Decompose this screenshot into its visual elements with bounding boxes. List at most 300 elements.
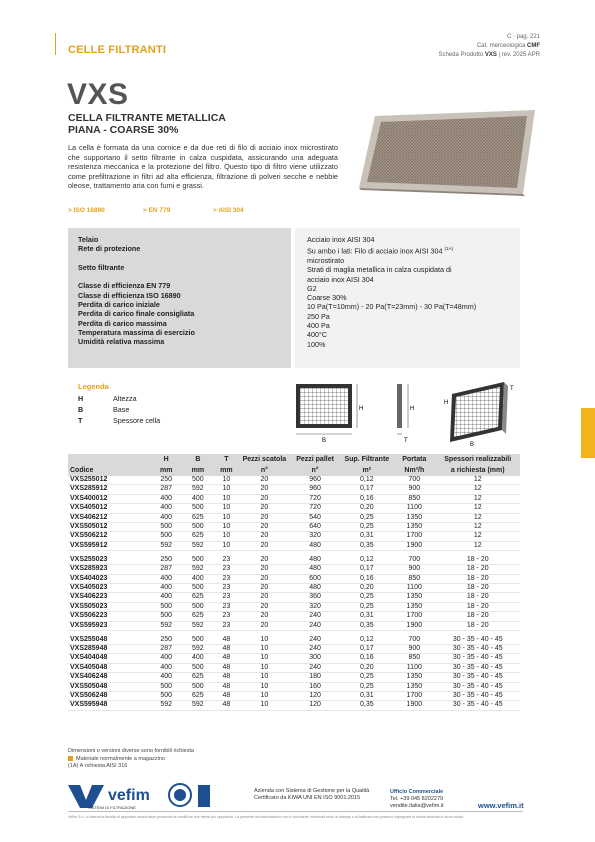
table-cell: 10 xyxy=(239,654,290,663)
table-cell: 700 xyxy=(393,556,435,565)
note-1: Dimensioni o versioni diverse sono fornibili richiesta xyxy=(68,748,194,754)
section-tab-marker xyxy=(581,408,595,458)
table-cell: 500 xyxy=(182,504,214,513)
product-subtitle xyxy=(68,112,226,136)
table-cell: 0,25 xyxy=(340,673,393,682)
table-cell: 10 xyxy=(239,644,290,653)
table-cell: 20 xyxy=(239,504,290,513)
product-code-cell: VXS285923 xyxy=(68,565,150,574)
product-code-cell: VXS255048 xyxy=(68,636,150,645)
table-cell: 720 xyxy=(290,494,341,503)
table-cell: 400 xyxy=(182,574,214,583)
table-cell: 592 xyxy=(182,621,214,630)
table-cell: 1700 xyxy=(393,691,435,700)
table-cell: 400 xyxy=(150,574,182,583)
table-cell: 18 - 20 xyxy=(435,556,520,565)
table-cell: 20 xyxy=(239,574,290,583)
note-2: Materiale normalmente a magazzino xyxy=(68,756,194,764)
table-cell: 48 xyxy=(214,636,239,645)
diagram-label-b: B xyxy=(322,438,327,444)
spec-label-pc-iniziale: Perdita di carico iniziale xyxy=(78,300,160,310)
table-cell: 0,35 xyxy=(340,621,393,630)
table-cell: 592 xyxy=(182,644,214,653)
table-cell: 500 xyxy=(150,532,182,541)
table-cell: 20 xyxy=(239,565,290,574)
header-meta xyxy=(438,33,540,60)
product-code-cell: VXS255023 xyxy=(68,556,150,565)
table-cell: 20 xyxy=(239,556,290,565)
table-cell: 23 xyxy=(214,593,239,602)
table-cell: 12 xyxy=(435,541,520,550)
table-cell: 625 xyxy=(182,593,214,602)
table-cell: 625 xyxy=(182,673,214,682)
table-cell: 48 xyxy=(214,663,239,672)
product-code-cell: VXS505012 xyxy=(68,523,150,532)
table-cell: 1100 xyxy=(393,583,435,592)
spec-value-eff-iso: Coarse 30% xyxy=(307,293,347,303)
table-row xyxy=(68,701,520,710)
table-cell: 250 xyxy=(150,476,182,485)
table-row xyxy=(68,663,520,672)
disclaimer: Vefim S.r.l. si riserva la facoltà di apportare senza alcun preavviso le modifiche che riterrà più opportune. La presente documentazione non è vincolante; eventuali errori di stampa o di battitura non possono impegnare la nostra azienda in alcun modo. xyxy=(68,815,464,819)
table-cell: 625 xyxy=(182,612,214,621)
table-cell: 120 xyxy=(290,691,341,700)
table-cell: 625 xyxy=(182,513,214,522)
table-cell: 20 xyxy=(239,476,290,485)
product-code-cell: VXS400012 xyxy=(68,494,150,503)
quality-statement: Azienda con Sistema di Gestione per la Qualità Certificato da KIWA UNI EN ISO 9001:2015 xyxy=(254,788,370,801)
table-cell: 287 xyxy=(150,644,182,653)
table-cell: 1700 xyxy=(393,612,435,621)
table-cell: 400 xyxy=(182,654,214,663)
table-cell: 10 xyxy=(239,701,290,710)
product-code-cell: VXS506212 xyxy=(68,532,150,541)
table-cell: 0,17 xyxy=(340,644,393,653)
table-row xyxy=(68,494,520,503)
product-code-cell: VXS255012 xyxy=(68,476,150,485)
table-cell: 625 xyxy=(182,532,214,541)
table-cell: 18 - 20 xyxy=(435,621,520,630)
spec-value-eff-en: G2 xyxy=(307,283,317,293)
table-row xyxy=(68,532,520,541)
table-cell: 500 xyxy=(182,682,214,691)
table-row xyxy=(68,513,520,522)
table-cell: 20 xyxy=(239,602,290,611)
table-cell: 700 xyxy=(393,476,435,485)
spec-label-pc-finale: Perdita di carico finale consigliata xyxy=(78,309,195,319)
table-cell: 0,25 xyxy=(340,593,393,602)
table-cell: 20 xyxy=(239,593,290,602)
spec-label-setto: Setto filtrante xyxy=(78,262,125,272)
table-cell: 180 xyxy=(290,673,341,682)
footer-logos xyxy=(68,780,248,815)
legend-title: Legenda xyxy=(78,382,109,391)
table-row xyxy=(68,556,520,565)
table-cell: 10 xyxy=(239,682,290,691)
table-row xyxy=(68,504,520,513)
table-row xyxy=(68,673,520,682)
diagram-label-b-iso: B xyxy=(470,442,475,446)
stock-marker-icon xyxy=(68,756,73,761)
table-row xyxy=(68,654,520,663)
table-cell: 48 xyxy=(214,682,239,691)
table-cell: 592 xyxy=(182,701,214,710)
table-cell: 0,16 xyxy=(340,574,393,583)
table-cell: 400 xyxy=(150,513,182,522)
vefim-logo xyxy=(68,780,248,810)
table-cell: 0,25 xyxy=(340,602,393,611)
table-cell: 400 xyxy=(150,504,182,513)
product-code-cell: VXS595912 xyxy=(68,541,150,550)
product-code-cell: VXS505023 xyxy=(68,602,150,611)
table-cell: 0,16 xyxy=(340,654,393,663)
table-cell: 480 xyxy=(290,556,341,565)
table-cell: 500 xyxy=(182,583,214,592)
table-cell: 400 xyxy=(150,663,182,672)
table-cell: 30 - 35 - 40 - 45 xyxy=(435,701,520,710)
table-cell: 300 xyxy=(290,654,341,663)
table-cell: 287 xyxy=(150,565,182,574)
table-cell: 20 xyxy=(239,485,290,494)
table-cell: 400 xyxy=(150,583,182,592)
table-cell: 0,17 xyxy=(340,565,393,574)
table-row xyxy=(68,636,520,645)
table-cell: 20 xyxy=(239,523,290,532)
table-cell: 0,25 xyxy=(340,513,393,522)
table-cell: 500 xyxy=(182,602,214,611)
table-cell: 48 xyxy=(214,691,239,700)
table-cell: 18 - 20 xyxy=(435,565,520,574)
table-cell: 592 xyxy=(182,541,214,550)
table-header-bottom: Codice mm mm mm n° n° m² Nm³/h a richiesta (mm) xyxy=(68,465,520,476)
table-cell: 480 xyxy=(290,541,341,550)
legend-item: T Spessore cella xyxy=(78,416,161,425)
table-cell: 500 xyxy=(182,636,214,645)
table-cell: 700 xyxy=(393,636,435,645)
table-cell: 23 xyxy=(214,565,239,574)
table-cell: 18 - 20 xyxy=(435,574,520,583)
svg-text:vefim: vefim xyxy=(108,787,150,804)
table-cell: 10 xyxy=(214,513,239,522)
table-cell: 30 - 35 - 40 - 45 xyxy=(435,682,520,691)
table-cell: 1900 xyxy=(393,701,435,710)
iso-badge-icon xyxy=(198,785,210,807)
table-row xyxy=(68,644,520,653)
table-cell: 600 xyxy=(290,574,341,583)
table-cell: 500 xyxy=(150,691,182,700)
spec-value-pc-iniziale: 10 Pa(T=10mm) - 20 Pa(T=23mm) - 30 Pa(T=48mm) xyxy=(307,302,477,312)
table-cell: 592 xyxy=(182,485,214,494)
table-cell: 240 xyxy=(290,644,341,653)
table-cell: 960 xyxy=(290,476,341,485)
table-cell: 500 xyxy=(150,612,182,621)
product-description: La cella è formata da una cornice e da due reti di filo di acciaio inox microstirato che supportano il setto filtrante in calza cuspidata, assicurando una adeguata resistenza meccanica e la protezione del filtro. Questo tipo di filtro viene utilizzato come prefiltrazione in filtri ad alta efficienza, filtrazione di polveri secche e nebbie oleose, trattamento aria con fumi e grassi. xyxy=(68,143,338,191)
product-table xyxy=(68,454,520,711)
table-row xyxy=(68,565,520,574)
table-cell: 10 xyxy=(214,494,239,503)
table-cell: 48 xyxy=(214,673,239,682)
table-cell: 18 - 20 xyxy=(435,583,520,592)
diagram-label-h: H xyxy=(359,406,364,412)
table-cell: 10 xyxy=(214,541,239,550)
table-cell: 20 xyxy=(239,532,290,541)
norm-en: > EN 779 xyxy=(143,207,171,214)
product-code-cell: VXS505048 xyxy=(68,682,150,691)
table-cell: 900 xyxy=(393,485,435,494)
table-cell: 400 xyxy=(150,494,182,503)
table-cell: 592 xyxy=(150,701,182,710)
table-cell: 900 xyxy=(393,565,435,574)
table-cell: 12 xyxy=(435,485,520,494)
spec-value-pc-massima: 400 Pa xyxy=(307,321,330,331)
table-cell: 900 xyxy=(393,644,435,653)
table-cell: 0,12 xyxy=(340,556,393,565)
table-cell: 500 xyxy=(150,523,182,532)
email-link[interactable]: vendite.italia@vefim.it xyxy=(390,803,444,809)
table-cell: 12 xyxy=(435,476,520,485)
table-cell: 0,17 xyxy=(340,485,393,494)
table-header-top: H B T Pezzi scatola Pezzi pallet Sup. Filtrante Portata Spessori realizzabili xyxy=(68,454,520,465)
table-cell: 400 xyxy=(182,494,214,503)
spec-value-rete: Su ambo i lati: Filo di acciaio inox AISI 304 $^{(1A)}$ xyxy=(307,246,453,256)
table-cell: 23 xyxy=(214,602,239,611)
spec-values xyxy=(307,235,517,349)
table-cell: 10 xyxy=(214,476,239,485)
subtitle-line-2: PIANA - COARSE 30% xyxy=(68,124,179,136)
spec-label-temperatura: Temperatura massima di esercizio xyxy=(78,327,195,337)
table-cell: 30 - 35 - 40 - 45 xyxy=(435,663,520,672)
table-cell: 160 xyxy=(290,682,341,691)
table-cell: 592 xyxy=(150,541,182,550)
table-cell: 10 xyxy=(214,532,239,541)
notes xyxy=(68,748,194,771)
product-code-cell: VXS506248 xyxy=(68,691,150,700)
table-row xyxy=(68,485,520,494)
table-cell: 850 xyxy=(393,494,435,503)
table-cell: 0,20 xyxy=(340,663,393,672)
table-cell: 960 xyxy=(290,485,341,494)
table-cell: 30 - 35 - 40 - 45 xyxy=(435,691,520,700)
subtitle-line-1: CELLA FILTRANTE METALLICA xyxy=(68,112,226,124)
table-row xyxy=(68,574,520,583)
product-code: VXS xyxy=(67,78,129,111)
table-cell: 1350 xyxy=(393,602,435,611)
table-cell: 640 xyxy=(290,523,341,532)
product-code-cell: VXS406212 xyxy=(68,513,150,522)
diagram-label-t-iso: T xyxy=(510,386,514,392)
spec-label-umidita: Umidità relativa massima xyxy=(78,337,165,347)
spec-value-telaio: Acciaio inox AISI 304 xyxy=(307,235,375,244)
table-cell: 0,31 xyxy=(340,612,393,621)
table-cell: 10 xyxy=(239,663,290,672)
spec-value-rete-2: microstirato xyxy=(307,255,345,265)
dimension-diagram xyxy=(292,380,524,446)
table-row xyxy=(68,691,520,700)
table-cell: 540 xyxy=(290,513,341,522)
table-cell: 1350 xyxy=(393,523,435,532)
table-row xyxy=(68,612,520,621)
table-cell: 23 xyxy=(214,583,239,592)
table-cell: 0,12 xyxy=(340,636,393,645)
table-cell: 500 xyxy=(182,556,214,565)
table-cell: 0,35 xyxy=(340,701,393,710)
table-cell: 20 xyxy=(239,541,290,550)
table-cell: 480 xyxy=(290,565,341,574)
table-body xyxy=(68,476,520,710)
table-cell: 20 xyxy=(239,494,290,503)
table-cell: 1100 xyxy=(393,504,435,513)
table-cell: 240 xyxy=(290,612,341,621)
spec-labels xyxy=(78,235,195,347)
table-cell: 30 - 35 - 40 - 45 xyxy=(435,644,520,653)
sales-contact: Ufficio Commerciale Tel. +39 045 8202279 vendite.italia@vefim.it xyxy=(390,789,444,809)
table-row xyxy=(68,583,520,592)
table-cell: 30 - 35 - 40 - 45 xyxy=(435,673,520,682)
table-cell: 10 xyxy=(214,504,239,513)
table-cell: 500 xyxy=(182,476,214,485)
product-code-cell: VXS506223 xyxy=(68,612,150,621)
table-cell: 400 xyxy=(150,593,182,602)
legend-item: H Altezza xyxy=(78,394,137,403)
table-cell: 720 xyxy=(290,504,341,513)
diagram-label-t: T xyxy=(404,438,408,444)
table-cell: 250 xyxy=(150,636,182,645)
norm-iso: > ISO 16890 xyxy=(68,207,105,214)
table-cell: 48 xyxy=(214,701,239,710)
product-code-cell: VXS404048 xyxy=(68,654,150,663)
diagram-label-h-side: H xyxy=(410,406,415,412)
table-cell: 240 xyxy=(290,621,341,630)
spec-label-pc-massima: Perdita di carico massima xyxy=(78,318,167,328)
table-cell: 500 xyxy=(150,682,182,691)
table-cell: 850 xyxy=(393,574,435,583)
table-cell: 500 xyxy=(182,663,214,672)
table-cell: 23 xyxy=(214,556,239,565)
note-3: (1A) A richiesta AISI 316 xyxy=(68,763,128,769)
table-cell: 48 xyxy=(214,644,239,653)
table-cell: 10 xyxy=(239,673,290,682)
table-cell: 240 xyxy=(290,663,341,672)
product-image xyxy=(355,108,540,198)
table-cell: 0,20 xyxy=(340,504,393,513)
table-cell: 10 xyxy=(214,485,239,494)
spec-label-eff-en: Classe di efficienza EN 779 xyxy=(78,281,171,291)
legend-item: B Base xyxy=(78,405,130,414)
table-cell: 1100 xyxy=(393,663,435,672)
table-cell: 400 xyxy=(150,673,182,682)
legend xyxy=(78,393,160,426)
table-cell: 12 xyxy=(435,494,520,503)
product-code-cell: VXS595923 xyxy=(68,621,150,630)
table-cell: 18 - 20 xyxy=(435,612,520,621)
product-code-cell: VXS285948 xyxy=(68,644,150,653)
table-cell: 1350 xyxy=(393,593,435,602)
product-code-cell: VXS406248 xyxy=(68,673,150,682)
table-cell: 0,31 xyxy=(340,532,393,541)
footer-divider xyxy=(68,811,523,812)
table-cell: 0,16 xyxy=(340,494,393,503)
table-cell: 0,31 xyxy=(340,691,393,700)
table-cell: 20 xyxy=(239,583,290,592)
norm-aisi: > AISI 304 xyxy=(213,207,244,214)
sheet-ref: Scheda Prodotto VXS | rev. 2025 APR xyxy=(438,52,540,58)
table-cell: 592 xyxy=(182,565,214,574)
product-code-cell: VXS404023 xyxy=(68,574,150,583)
table-cell: 10 xyxy=(214,523,239,532)
spec-label-telaio: Telaio xyxy=(78,235,99,244)
table-cell: 1900 xyxy=(393,621,435,630)
product-code-cell: VXS405048 xyxy=(68,663,150,672)
table-cell: 120 xyxy=(290,701,341,710)
table-cell: 30 - 35 - 40 - 45 xyxy=(435,654,520,663)
spec-value-setto: Strati di maglia metallica in calza cuspidata di xyxy=(307,265,452,275)
table-cell: 0,20 xyxy=(340,583,393,592)
spec-label-rete: Rete di protezione xyxy=(78,244,141,254)
spec-value-setto-2: acciaio inox AISI 304 xyxy=(307,274,374,284)
table-row xyxy=(68,541,520,550)
table-cell: 592 xyxy=(150,621,182,630)
table-cell: 12 xyxy=(435,513,520,522)
svg-text:SISTEMI DI FILTRAZIONE: SISTEMI DI FILTRAZIONE xyxy=(88,805,136,810)
product-code-cell: VXS285912 xyxy=(68,485,150,494)
page-ref: C · pag. 221 xyxy=(506,34,540,40)
table-cell: 10 xyxy=(239,636,290,645)
product-code-cell: VXS405012 xyxy=(68,504,150,513)
website-link[interactable]: www.vefim.it xyxy=(478,801,524,810)
table-row xyxy=(68,523,520,532)
table-cell: 240 xyxy=(290,636,341,645)
table-cell: 23 xyxy=(214,574,239,583)
table-cell: 1700 xyxy=(393,532,435,541)
table-row xyxy=(68,602,520,611)
table-cell: 0,25 xyxy=(340,523,393,532)
table-cell: 400 xyxy=(150,654,182,663)
table-cell: 320 xyxy=(290,602,341,611)
table-cell: 250 xyxy=(150,556,182,565)
table-cell: 12 xyxy=(435,532,520,541)
table-cell: 12 xyxy=(435,504,520,513)
table-cell: 18 - 20 xyxy=(435,593,520,602)
catalog-ref: Cat. merceologica CMF xyxy=(476,43,540,49)
spec-value-pc-finale: 250 Pa xyxy=(307,311,330,321)
table-cell: 500 xyxy=(182,523,214,532)
table-cell: 1350 xyxy=(393,673,435,682)
section-title: CELLE FILTRANTI xyxy=(68,44,167,56)
table-cell: 10 xyxy=(239,691,290,700)
spec-value-umidita: 100% xyxy=(307,339,326,349)
table-cell: 23 xyxy=(214,621,239,630)
table-cell: 30 - 35 - 40 - 45 xyxy=(435,636,520,645)
table-cell: 320 xyxy=(290,532,341,541)
table-row xyxy=(68,621,520,630)
table-row xyxy=(68,476,520,485)
table-cell: 360 xyxy=(290,593,341,602)
table-cell: 480 xyxy=(290,583,341,592)
table-cell: 18 - 20 xyxy=(435,602,520,611)
spec-label-eff-iso: Classe di efficienza ISO 16890 xyxy=(78,290,181,300)
table-cell: 48 xyxy=(214,654,239,663)
table-cell: 0,35 xyxy=(340,541,393,550)
table-cell: 287 xyxy=(150,485,182,494)
spec-value-temperatura: 400°C xyxy=(307,330,328,340)
table-cell: 850 xyxy=(393,654,435,663)
table-cell: 12 xyxy=(435,523,520,532)
table-cell: 1350 xyxy=(393,513,435,522)
table-cell: 1350 xyxy=(393,682,435,691)
table-cell: 1900 xyxy=(393,541,435,550)
table-cell: 0,25 xyxy=(340,682,393,691)
table-cell: 625 xyxy=(182,691,214,700)
